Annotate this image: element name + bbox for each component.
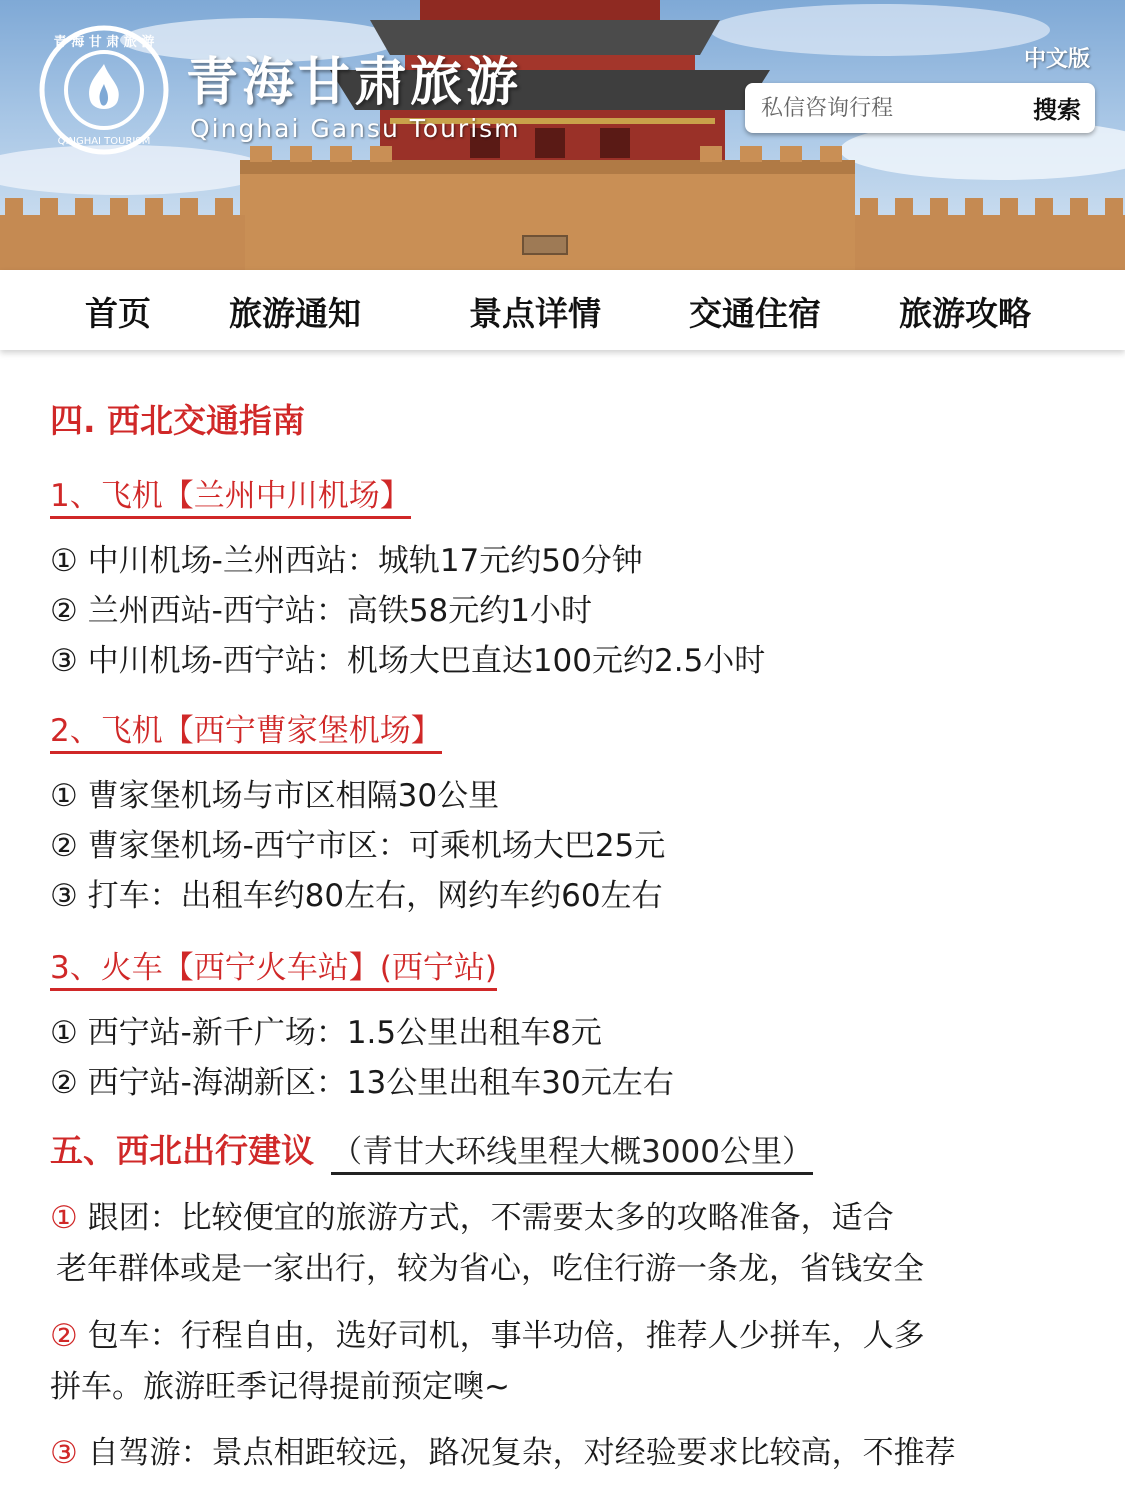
site-title: 青海甘肃旅游 bbox=[186, 52, 523, 113]
main-nav bbox=[0, 270, 1125, 350]
section-4-title: 四. 西北交通指南 bbox=[50, 401, 306, 440]
nav-item-travel-notice[interactable]: 旅游通知 bbox=[229, 294, 361, 333]
section-5-note: （青甘大环线里程大概3000公里） bbox=[331, 1134, 813, 1175]
nav-item-transport-lodging[interactable]: 交通住宿 bbox=[689, 294, 821, 333]
list-item: ② 兰州西站-西宁站：高铁58元约1小时 bbox=[50, 593, 592, 629]
suggestion-3-number: ③ bbox=[50, 1435, 78, 1471]
suggestion-2-line-2: 拼车。旅游旺季记得提前预定噢~ bbox=[50, 1369, 510, 1405]
subsection-1-title bbox=[50, 470, 411, 515]
subsection-2-title bbox=[50, 705, 442, 750]
suggestion-2-line-1: 包车：行程自由，选好司机，事半功倍，推荐人少拼车，人多 bbox=[87, 1318, 925, 1354]
list-item: ② 西宁站-海湖新区：13公里出租车30元左右 bbox=[50, 1065, 674, 1101]
subsection-2-title-text: 2、飞机【西宁曹家堡机场】 bbox=[50, 713, 442, 754]
logo-lettering: 青 海 甘 肃 旅 游 bbox=[53, 35, 155, 50]
suggestion-1-line-1: 跟团：比较便宜的旅游方式，不需要太多的攻略准备，适合 bbox=[87, 1200, 894, 1236]
search-button[interactable]: 搜索 bbox=[1033, 90, 1081, 125]
subsection-3-title-text: 3、火车【西宁火车站】(西宁站) bbox=[50, 950, 497, 991]
search-box bbox=[745, 83, 1095, 133]
suggestion-3-line-1: 自驾游：景点相距较远，路况复杂，对经验要求比较高，不推荐 bbox=[87, 1435, 956, 1471]
list-item: ③ 中川机场-西宁站：机场大巴直达100元约2.5小时 bbox=[50, 643, 766, 679]
list-item: ③ 打车：出租车约80左右，网约车约60左右 bbox=[50, 878, 663, 914]
nav-item-travel-guide[interactable]: 旅游攻略 bbox=[899, 294, 1031, 333]
suggestion-1 bbox=[50, 1192, 894, 1237]
section-5-title: 五、西北出行建议 bbox=[50, 1131, 314, 1170]
suggestion-1-line-2: 老年群体或是一家出行，较为省心，吃住行游一条龙，省钱安全 bbox=[56, 1251, 924, 1287]
subsection-1-title-text: 1、飞机【兰州中川机场】 bbox=[50, 478, 411, 519]
suggestion-3 bbox=[50, 1427, 956, 1472]
list-item: ① 曹家堡机场与市区相隔30公里 bbox=[50, 778, 500, 814]
suggestion-2 bbox=[50, 1310, 925, 1355]
language-switch[interactable]: 中文版 bbox=[1023, 47, 1090, 72]
suggestion-1-number: ① bbox=[50, 1200, 78, 1236]
section-5-heading bbox=[50, 1125, 813, 1172]
list-item: ① 西宁站-新千广场：1.5公里出租车8元 bbox=[50, 1015, 602, 1051]
list-item: ② 曹家堡机场-西宁市区：可乘机场大巴25元 bbox=[50, 828, 666, 864]
header-banner bbox=[0, 0, 1125, 270]
brand-logo bbox=[38, 24, 170, 156]
site-subtitle: Qinghai Gansu Tourism bbox=[190, 114, 521, 143]
suggestion-2-number: ② bbox=[50, 1318, 78, 1354]
subsection-3-title bbox=[50, 942, 497, 987]
nav-item-home[interactable]: 首页 bbox=[85, 294, 151, 333]
list-item: ① 中川机场-兰州西站：城轨17元约50分钟 bbox=[50, 543, 643, 579]
svg-text:QINGHAI TOURISM: QINGHAI TOURISM bbox=[57, 136, 151, 147]
search-input[interactable] bbox=[761, 92, 1001, 124]
nav-item-attractions[interactable]: 景点详情 bbox=[469, 294, 601, 333]
